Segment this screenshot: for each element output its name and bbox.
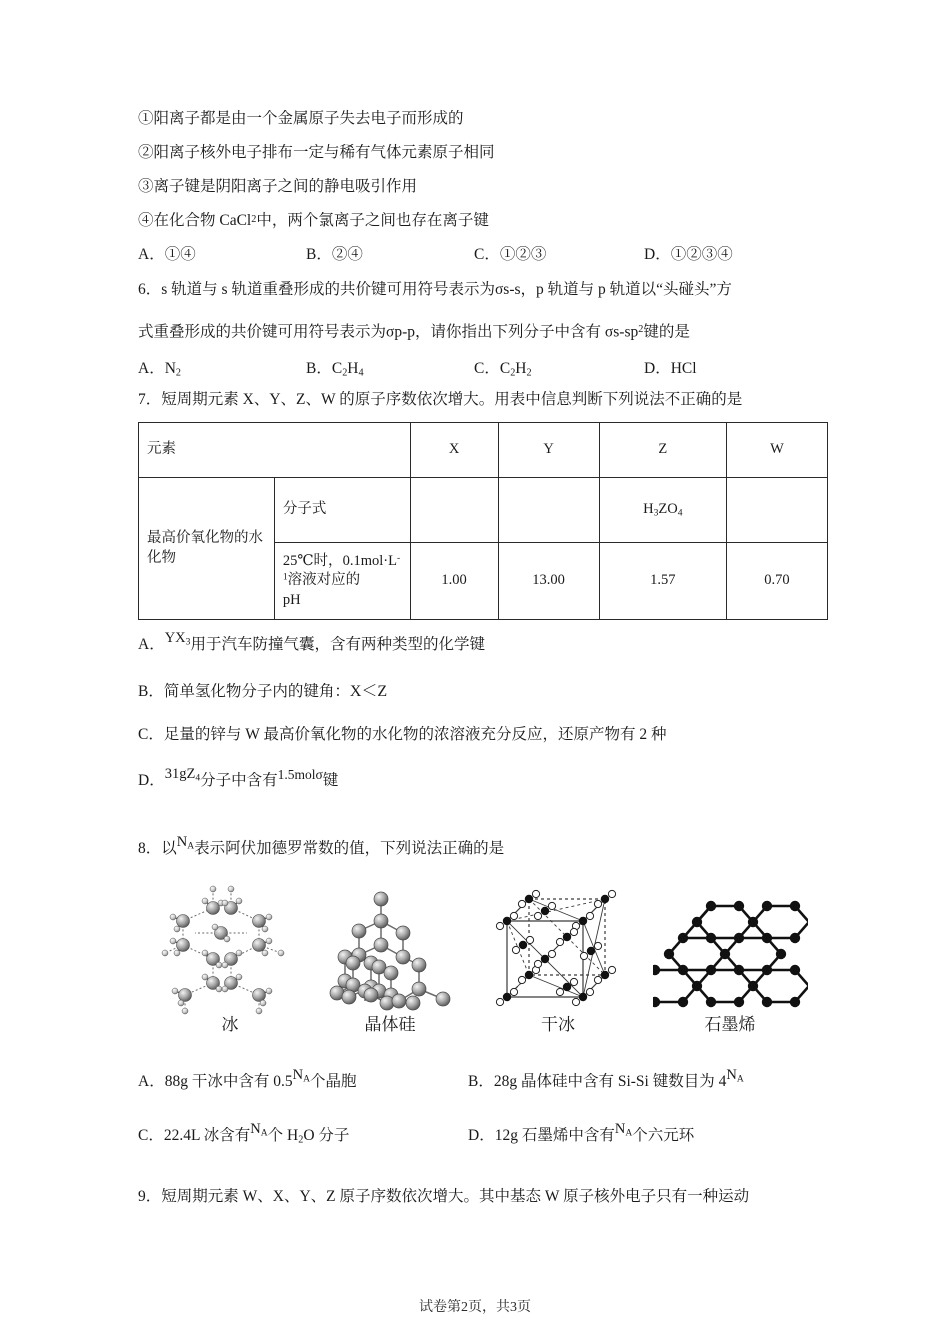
statement-1: [138, 100, 828, 134]
q7-option-a-text: 用于汽车防撞气囊，含有两种类型的化学键: [190, 636, 485, 653]
q8-b-na-sub: A: [736, 1073, 744, 1085]
q8-d-na: N: [614, 1121, 626, 1137]
statement-2: [138, 134, 828, 168]
q7-a-formula-sub: 3: [185, 636, 191, 648]
statement-3: [138, 168, 828, 202]
q6-option-b[interactable]: [306, 356, 474, 379]
question8-options-row-1: [138, 1055, 828, 1109]
statement-4-post: 中，两个氯离子之间也存在离子键: [256, 212, 489, 229]
q6-option-b-label: B．: [306, 359, 332, 377]
question-8-text-post: 表示阿伏加德罗常数的值，下列说法正确的是: [194, 840, 505, 857]
table-subrow-label-formula: 分子式: [274, 478, 410, 543]
question-9-number: 9．: [138, 1188, 162, 1205]
table-row-formula: [139, 478, 828, 543]
q6-option-a[interactable]: [138, 356, 306, 379]
q8-option-a-avogadro: [293, 1048, 310, 1106]
question-6-number: 6．: [138, 281, 162, 298]
q7-d-formula-base: 31gZ: [164, 766, 196, 782]
q8-option-d[interactable]: [468, 1109, 694, 1167]
table-col-y: Y: [498, 423, 599, 478]
question8-options-row-2: [138, 1109, 828, 1163]
q6-option-c-h-sub: 2: [526, 367, 532, 379]
q8-option-b-avogadro: [726, 1048, 743, 1106]
q6-option-d-formula: HCl: [670, 360, 697, 377]
q6-option-b-h-sub: 4: [358, 367, 364, 379]
question-8-stem: [138, 826, 828, 872]
figure-graphene: [650, 880, 810, 1055]
q7-option-b[interactable]: [138, 670, 828, 714]
q8-option-a-post: 个晶胞: [309, 1073, 357, 1090]
q6-option-c-label: C．: [474, 359, 500, 377]
ice-structure-illustration: [150, 880, 310, 1020]
question-8-text-pre: 以: [161, 840, 177, 857]
question-6-text-2a: 式重叠形成的共价键可用符号表示为σp-p，请你指出下列分子中含有 σs-sp: [138, 323, 639, 341]
q8-option-c[interactable]: [138, 1109, 468, 1168]
ph-label-sup: -1: [282, 552, 401, 583]
page-footer-text: 试卷第2页，共3页: [419, 1300, 531, 1315]
table-cell-formula-y: [498, 478, 599, 543]
dry-ice-structure-illustration: [478, 880, 638, 1020]
ice-lattice-icon: [155, 883, 305, 1018]
table-col-x: X: [410, 423, 498, 478]
statement-3-text: ③离子键是阴阳离子之间的静电吸引作用: [138, 178, 418, 195]
ph-label-post: 溶液对应的: [287, 572, 361, 589]
table-col-w: W: [726, 423, 827, 478]
q8-option-c-post-sub: 2: [298, 1134, 304, 1146]
q7-option-d-label: D．: [138, 772, 165, 789]
figure-graphene-caption: 石墨烯: [704, 1015, 756, 1034]
silicon-lattice-icon: [315, 883, 465, 1018]
q7-option-d-amount: 1.5molσ: [277, 767, 323, 782]
graphene-lattice-icon: [653, 888, 808, 1013]
question-6-text-1: s 轨道与 s 轨道重叠形成的共价键可用符号表示为σs-s，p 轨道与 p 轨道以“头碰头”方: [161, 281, 732, 298]
question-6-text-2b: 键的是: [643, 323, 690, 341]
q7-option-b-math: X＜Z: [349, 683, 388, 700]
q8-option-c-avogadro: [250, 1102, 267, 1160]
q8-option-b-pre: 28g 晶体硅中含有 Si-Si 键数目为 4: [493, 1073, 727, 1090]
statement-4-pre: ④在化合物 CaCl: [138, 212, 252, 229]
dry-ice-unit-cell-icon: [483, 883, 633, 1018]
table-row-header: [139, 423, 828, 478]
co2-molecule: [534, 950, 555, 967]
question-6-superscript: 2: [638, 324, 644, 335]
q7-option-a-formula: [165, 613, 191, 667]
figure-crystalline-silicon: [310, 880, 470, 1055]
q6-option-b-c: C: [331, 359, 343, 377]
z-formula-h: H: [643, 500, 654, 517]
page-content: [138, 100, 828, 1219]
question-9-stem: [138, 1175, 828, 1219]
q6-option-c[interactable]: [474, 356, 644, 379]
option-b[interactable]: [306, 242, 474, 264]
z-formula-o-sub: 4: [677, 507, 683, 519]
q8-option-c-post-b: O 分子: [303, 1127, 350, 1144]
q7-option-d[interactable]: [138, 756, 828, 806]
option-d[interactable]: [644, 242, 814, 264]
q7-option-c[interactable]: [138, 714, 828, 756]
na-letter: N: [176, 834, 188, 850]
question-8-number: 8．: [138, 840, 162, 857]
table-cell-formula-z: [599, 478, 726, 543]
option-d-label: D．: [644, 246, 671, 263]
option-a[interactable]: [138, 242, 306, 264]
silicon-structure-illustration: [310, 880, 470, 1020]
figure-ice: [150, 880, 310, 1055]
q8-option-d-pre: 12g 石墨烯中含有: [494, 1127, 615, 1144]
q7-a-formula-base: YX: [164, 630, 186, 646]
q8-option-d-label: D．: [468, 1127, 495, 1144]
statement-2-text: ②阳离子核外电子排布一定与稀有气体元素原子相同: [138, 144, 495, 161]
q8-option-c-post-a: 个 H: [267, 1127, 299, 1144]
q7-option-c-text: 足量的锌与 W 最高价氧化物的水化物的浓溶液充分反应，还原产物有 2 种: [163, 726, 667, 743]
table-cell-formula-w: [726, 478, 827, 543]
table-header-label: 元素: [139, 423, 411, 478]
q8-option-c-label: C．: [138, 1127, 164, 1144]
figure-ice-caption: 冰: [221, 1015, 239, 1034]
element-info-table: [138, 422, 828, 620]
ph-label-conc: 0.1mol·L: [342, 552, 397, 569]
graphene-structure-illustration: [650, 880, 810, 1020]
question5-options: [138, 236, 828, 270]
z-formula-zo: ZO: [658, 500, 678, 517]
table-col-z: Z: [599, 423, 726, 478]
statement-4: [138, 202, 828, 236]
q6-option-c-h: H: [515, 359, 527, 377]
question-7-text: 短周期元素 X、Y、Z、W 的原子序数依次增大。用表中信息判断下列说法不正确的是: [161, 391, 743, 408]
q8-option-a[interactable]: [138, 1055, 468, 1113]
table-cell-ph-y: 13.00: [498, 543, 599, 620]
q6-option-c-c: C: [499, 359, 511, 377]
q8-option-b-label: B．: [468, 1073, 494, 1090]
q6-option-d-label: D．: [644, 360, 671, 377]
z-formula-h-sub: 3: [653, 507, 659, 519]
question-8-avogadro-symbol: [177, 819, 194, 869]
q6-option-b-c-sub: 2: [342, 367, 348, 379]
figure-dry-ice-caption: 干冰: [541, 1015, 575, 1034]
q7-option-b-text: 简单氢化物分子内的键角：: [163, 683, 350, 700]
q8-option-a-pre: 88g 干冰中含有 0.5: [164, 1073, 293, 1090]
question6-options: [138, 350, 828, 384]
q8-d-na-sub: A: [625, 1127, 633, 1139]
question-6-line-1: [138, 270, 828, 310]
option-b-text: ②④: [331, 246, 363, 263]
q6-option-a-sub: 2: [175, 367, 182, 379]
q7-option-a[interactable]: [138, 620, 828, 670]
crystal-structure-figures: [138, 880, 828, 1055]
q8-c-na: N: [250, 1121, 261, 1137]
table-cell-ph-x: 1.00: [410, 543, 498, 620]
ph-label-pre: 25℃时，: [282, 552, 343, 569]
q8-option-b[interactable]: [468, 1055, 744, 1113]
statement-1-text: ①阳离子都是由一个金属原子失去电子而形成的: [138, 110, 464, 127]
option-a-label: A．: [138, 246, 165, 263]
na-subscript: A: [187, 840, 195, 852]
table-subrow-label-ph: [274, 543, 410, 620]
q6-option-b-h: H: [347, 359, 359, 377]
table-cell-ph-w: 0.70: [726, 543, 827, 620]
option-a-text: ①④: [164, 246, 196, 263]
q8-option-d-post: 个六元环: [632, 1127, 695, 1144]
statement-4-subscript: 2: [251, 213, 257, 225]
q7-option-d-tail: 键: [322, 772, 339, 789]
option-c[interactable]: [474, 242, 644, 264]
q8-a-na: N: [292, 1067, 304, 1083]
option-c-text: ①②③: [499, 246, 547, 263]
q8-b-na: N: [726, 1067, 737, 1083]
page-footer: [0, 1296, 950, 1316]
q8-a-na-sub: A: [303, 1073, 310, 1085]
q6-option-a-label: A．: [138, 359, 165, 377]
q7-option-c-label: C．: [138, 726, 164, 743]
q6-option-c-c-sub: 2: [510, 367, 516, 379]
q6-option-d[interactable]: [644, 356, 814, 378]
ph-label-line2: pH: [282, 591, 301, 608]
option-b-label: B．: [306, 246, 332, 263]
question-7-number: 7．: [138, 391, 162, 408]
question-7-stem: [138, 384, 828, 416]
q7-d-formula-sub: 4: [195, 772, 201, 784]
co2-molecule: [534, 902, 555, 919]
q7-option-b-label: B．: [138, 683, 164, 700]
co2-molecule: [556, 928, 577, 945]
question-6-line-2: [138, 310, 828, 350]
question-9-text: 短周期元素 W、X、Y、Z 原子序数依次增大。其中基态 W 原子核外电子只有一种运动: [161, 1188, 750, 1205]
table-cell-formula-x: [410, 478, 498, 543]
q7-option-d-formula: [165, 749, 200, 803]
figure-dry-ice: [478, 880, 638, 1055]
q6-option-a-formula: N: [164, 359, 176, 377]
q8-option-d-avogadro: [615, 1102, 632, 1160]
q7-option-d-mid: 分子中含有: [200, 772, 278, 789]
option-d-text: ①②③④: [670, 246, 733, 263]
table-cell-ph-z: 1.57: [599, 543, 726, 620]
q8-option-c-pre: 22.4L 冰含有: [163, 1127, 251, 1144]
option-c-label: C．: [474, 246, 500, 263]
table-group-label: 最高价氧化物的水化物: [139, 478, 275, 620]
q8-c-na-sub: A: [260, 1127, 268, 1139]
q7-option-a-label: A．: [138, 636, 165, 653]
q8-option-a-label: A．: [138, 1073, 165, 1090]
figure-silicon-caption: 晶体硅: [364, 1015, 416, 1034]
